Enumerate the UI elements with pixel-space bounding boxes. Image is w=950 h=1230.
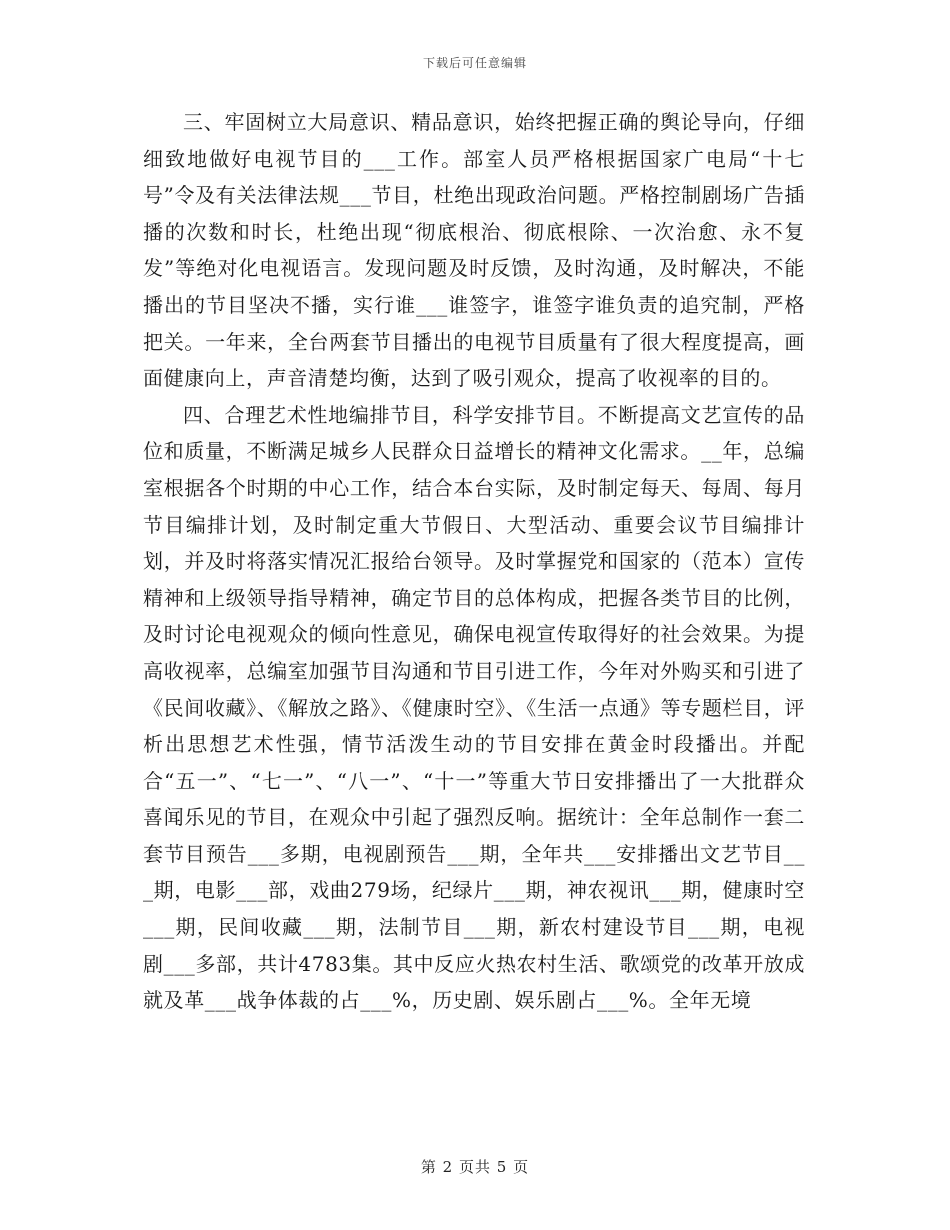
document-body	[143, 104, 805, 1019]
page-header: 下载后可任意编辑	[422, 56, 527, 70]
page-number: 第 2 页共 5 页	[420, 1158, 530, 1176]
paragraph-section-four: 四、合理艺术性地编排节目，科学安排节目。不断提高文艺宣传的品位和质量，不断满足城乡人民群众日益增长的精神文化需求。__年，总编室根据各个时期的中心工作，结合本台实际，及时制定每天、每周、每月节目编排计划，及时制定重大节假日、大型活动、重要会议节目编排计划，并及时将落实情况汇报给台领导。及时掌握党和国家的（范本）宣传精神和上级领导指导精神，确定节目的总体构成，把握各类节目的比例，及时讨论电视观众的倾向性意见，确保电视宣传取得好的社会效果。为提高收视率，总编室加强节目沟通和节目引进工作，今年对外购买和引进了《民间收藏》、《解放之路》、《健康时空》、《生活一点通》等专题栏目，评析出思想艺术性强，情节活泼生动的节目安排在黄金时段播出。并配合“五一”、“七一”、“八一”、“十一”等重大节日安排播出了一大批群众喜闻乐见的节目，在观众中引起了强烈反响。据统计：全年总制作一套二套节目预告___多期，电视剧预告___期，全年共___安排播出文艺节目___期，电影___部，戏曲279场，纪绿片___期，神农视讯___期，健康时空___期，民间收藏___期，法制节目___期，新农村建设节目___期，电视剧___多部，共计4783集。其中反应火热农村生活、歌颂党的改革开放成就及革___战争体裁的占___%，历史剧、娱乐剧占___%。全年无境	[143, 402, 805, 1013]
paragraph-section-three: 三、牢固树立大局意识、精品意识，始终把握正确的舆论导向，仔细细致地做好电视节目的___工作。部室人员严格根据国家广电局“十七号”令及有关法律法规___节目，杜绝出现政治问题。严格控制剧场广告插播的次数和时长，杜绝出现“彻底根治、彻底根除、一次治愈、永不复发”等绝对化电视语言。发现问题及时反馈，及时沟通，及时解决，不能播出的节目坚决不播，实行谁___谁签字，谁签字谁负责的追究制，严格把关。一年来，全台两套节目播出的电视节目质量有了很大程度提高，画面健康向上，声音清楚均衡，达到了吸引观众，提高了收视率的目的。	[143, 110, 805, 391]
